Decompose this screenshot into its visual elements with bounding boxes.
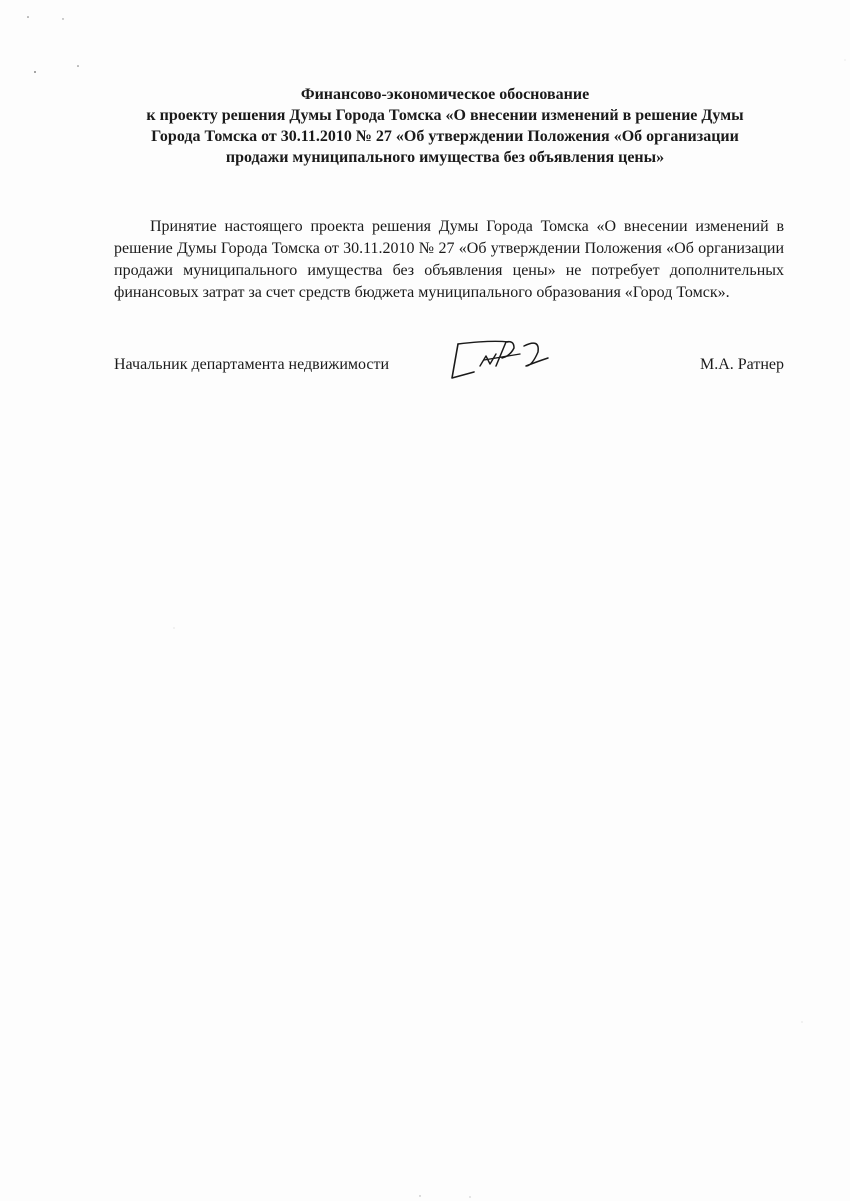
- title-line-1: Финансово-экономическое обоснование: [300, 86, 590, 103]
- title-line-4: продажи муниципального имущества без объявления цены»: [225, 149, 665, 166]
- handwritten-signature: [444, 336, 564, 384]
- signatory-role: Начальник департамента недвижимости: [114, 356, 390, 373]
- body-paragraph: Принятие настоящего проекта решения Думы Города Томска «О внесении изменений в решение Думы Города Томска от 30.11.2010 № 27 «Об утверждении Положения «Об организации продажи муниципального имущества без объявления цены» не потребует дополнительных финансовых затрат за счет средств бюджета муниципального образования «Город Томск».: [114, 218, 784, 301]
- signature-row: [114, 356, 784, 380]
- title-line-2: к проекту решения Думы Города Томска «О внесении изменений в решение Думы: [146, 107, 744, 124]
- signatory-name: М.А. Ратнер: [699, 356, 784, 373]
- document-title: [100, 84, 790, 168]
- title-line-3: Города Томска от 30.11.2010 № 27 «Об утверждении Положения «Об организации: [151, 128, 739, 145]
